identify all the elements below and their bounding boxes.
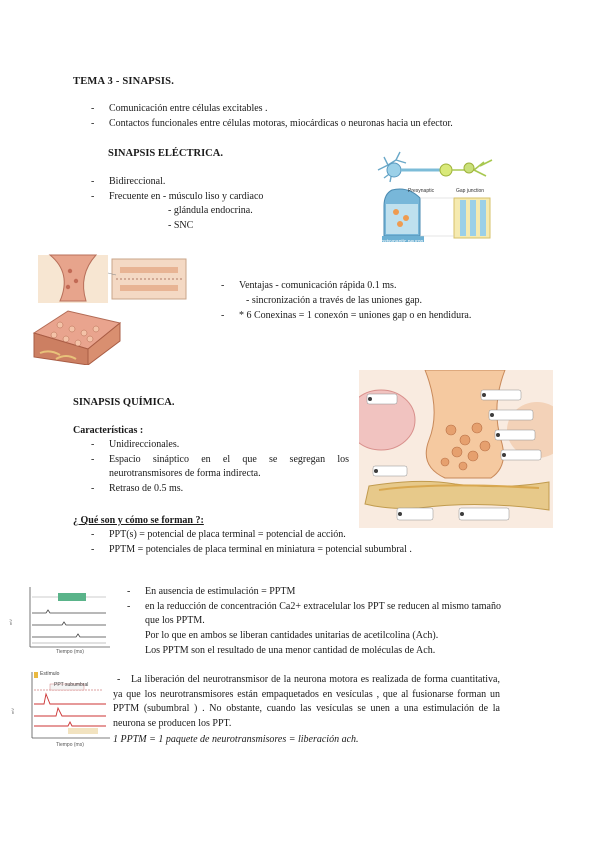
estimulacion-note-1: Por lo que en ambos se liberan cantidades unitarias de acetilcolina (Ach). bbox=[145, 630, 439, 641]
svg-text:mV: mV bbox=[8, 619, 13, 625]
liberacion-text: La liberación del neurotransmisor de la neurona motora es realizada de forma cuantitativa, ya que los neurotransmisores están empaquetados en vesículas , que al fusionarse forman un PPTM (subumbral ) . No obstante, cuando las vesículas se unen a una estimulación de la neurona se producen los PPT. bbox=[113, 674, 500, 729]
conexinas-list bbox=[221, 309, 541, 324]
section-heading-quimica: SINAPSIS QUÍMICA. bbox=[73, 397, 175, 408]
list-item: - Retraso de 0.5 ms. bbox=[91, 482, 349, 497]
sub-item-glandula: - glándula endocrina. bbox=[168, 205, 253, 216]
caracteristicas-list bbox=[91, 438, 349, 496]
list-item: - Ventajas - comunicación rápida 0.1 ms. bbox=[221, 279, 521, 294]
list-item: - * 6 Conexinas = 1 conexón = uniones gap o en hendidura. bbox=[221, 309, 541, 324]
section-heading-electrica: SINAPSIS ELÉCTRICA. bbox=[108, 148, 223, 159]
intro-list bbox=[91, 102, 561, 131]
ppt-definition: PPT(s) = potencial de placa terminal = potencial de acción. bbox=[109, 529, 346, 540]
electrical-synapse-figure bbox=[374, 148, 500, 246]
svg-text:mV: mV bbox=[10, 708, 15, 714]
list-item: - Comunicación entre células excitables . bbox=[91, 102, 561, 117]
graph2-label-ppt: PPT subumbral bbox=[54, 682, 89, 688]
sub-item-snc: - SNC bbox=[168, 220, 194, 231]
figure-label-postsynaptic: Postsynaptic neuron bbox=[378, 239, 424, 245]
figure-label-presynaptic: Presynaptic bbox=[408, 188, 435, 194]
chemical-synapse-figure bbox=[359, 370, 553, 528]
list-item: - En ausencia de estimulación = PPTM bbox=[127, 585, 501, 600]
list-item: - Contactos funcionales entre células motoras, miocárdicas o neuronas hacia un efector. bbox=[91, 117, 561, 132]
que-son-heading: ¿ Qué son y cómo se forman ?: bbox=[73, 515, 204, 526]
graph2-label-stimulus: Estímulo bbox=[40, 671, 60, 677]
que-son-list bbox=[91, 528, 511, 557]
formula-text: 1 PPTM = 1 paquete de neurotransmisores = liberación ach. bbox=[113, 734, 359, 745]
liberacion-paragraph: - La liberación del neurotransmisor de la neurona motora es realizada de forma cuantitativa, ya que los neurotransmisores están empaquetados en vesículas , que al fusionarse forman un PPTM (subumbral ) . No obstante, cuando las vesículas se unen a una estimulación de la neurona se producen los PPT. bbox=[113, 674, 500, 729]
estimulacion-note-2: Los PPTM son el resultado de una menor cantidad de moléculas de Ach. bbox=[145, 645, 436, 656]
list-item: - en la reducción de concentración Ca2+ extracelular los PPT se reducen al mismo tamaño que los PPTM. bbox=[127, 600, 501, 629]
pptm-definition: PPTM = potenciales de placa terminal en miniatura = potencial subumbral . bbox=[109, 543, 412, 555]
page-title: TEMA 3 - SINAPSIS. bbox=[73, 76, 175, 87]
list-item: - Espacio sináptico en el que se segregan los neurotransmisores de forma indirecta. bbox=[91, 453, 349, 482]
list-item: - Frecuente en - músculo liso y cardiaco bbox=[91, 190, 371, 205]
caracteristicas-heading: Características : bbox=[73, 425, 144, 436]
graph1-xlabel: Tiempo (ms) bbox=[56, 649, 84, 655]
ventajas-list bbox=[221, 279, 521, 294]
list-item: - Bidireccional. bbox=[91, 175, 371, 190]
estimulacion-list bbox=[127, 585, 501, 629]
list-item: - Unidireccionales. bbox=[91, 438, 349, 453]
graph2-xlabel: Tiempo (ms) bbox=[56, 742, 84, 748]
figure-label-gap: Gap junction bbox=[456, 188, 485, 194]
pptm-graph bbox=[6, 583, 114, 661]
list-item bbox=[91, 543, 511, 558]
electrica-list bbox=[91, 175, 371, 204]
gap-junction-figure bbox=[30, 253, 210, 365]
ppt-graph bbox=[6, 668, 114, 752]
ventajas-sub: - sincronización a través de las uniones gap. bbox=[246, 295, 423, 306]
list-item bbox=[91, 528, 349, 543]
